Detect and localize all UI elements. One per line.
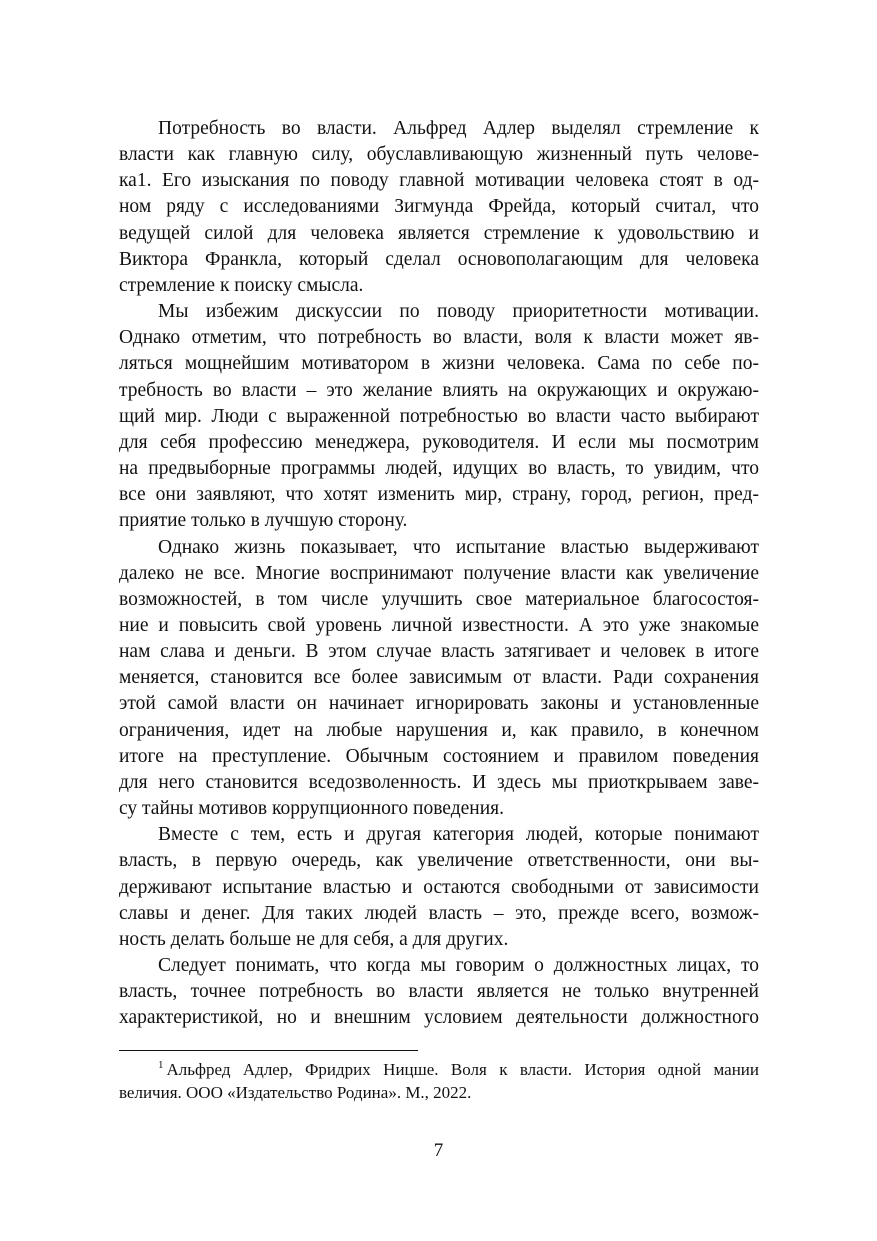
text-line: ляться мощнейшим мотиватором в жизни человека. Сама по себе по- [119,353,759,375]
text-line: все они заявляют, что хотят изменить мир, страну, город, регион, пред- [119,484,759,506]
text-line: Мы избежим дискуссии по поводу приоритетности мотивации. [158,301,759,323]
paragraph [119,953,759,1031]
text-line: ность делать больше не для себя, а для других. [119,928,509,950]
text-line: ние и повысить свой уровень личной известности. А это уже знакомые [119,614,759,636]
text-line: славы и денег. Для таких людей власть – это, прежде всего, возмож- [119,902,759,924]
footnote-text: Альфред Адлер, Фридрих Ницше. Воля к власти. История одной мании [166,1060,759,1079]
text-line: ном ряду с исследованиями Зигмунда Фрейда, который считал, что [119,196,759,218]
text-line: возможностей, в том числе улучшить свое материальное благосостоя- [119,588,759,610]
text-line: на предвыборные программы людей, идущих во власть, то увидим, что [119,458,759,480]
text-line: меняется, становится все более зависимым от власти. Ради сохранения [119,667,759,689]
text-line: далеко не все. Многие воспринимают получение власти как увеличение [119,562,759,584]
footnote-line: величия. ООО «Издательство Родина». М., 2022. [119,1083,472,1102]
text-line: этой самой власти он начинает игнорировать законы и установленные [119,693,759,715]
text-line: характеристикой, но и внешним условием деятельности должностного [119,1007,759,1029]
text-line: приятие только в лучшую сторону. [119,510,408,532]
text-line: Следует понимать, что когда мы говорим о должностных лицах, то [158,955,759,976]
text-line: су тайны мотивов коррупционного поведения. [119,798,504,820]
paragraph [119,116,759,299]
text-line: итоге на преступление. Обычным состоянием и правилом поведения [119,745,759,767]
paragraph [119,822,759,953]
text-line: ограничения, идет на любые нарушения и, как правило, в конечном [119,719,759,741]
text-line: ка1. Его изыскания по поводу главной мотивации человека стоят в од- [119,170,759,192]
text-line: для него становится вседозволенность. И здесь мы приоткрываем заве- [119,771,759,793]
text-line: держивают испытание властью и остаются свободными от зависимости [119,876,759,898]
text-line: стремление к поиску смысла. [119,274,364,296]
text-line: Однако отметим, что потребность во власти, воля к власти может яв- [119,327,759,349]
text-line: для себя профессию менеджера, руководителя. И если мы посмотрим [119,431,759,453]
footnote-separator [119,1050,418,1051]
text-line: власть, точнее потребность во власти является не только внутренней [119,981,759,1003]
footnote [119,1058,759,1104]
text-line: ведущей силой для человека является стремление к удовольствию и [119,222,759,244]
paragraph [119,535,759,823]
footnote-line [119,1058,759,1081]
paragraph [119,299,759,534]
text-line: власть, в первую очередь, как увеличение ответственности, они вы- [119,850,759,872]
page-number: 7 [433,1140,444,1161]
footnote-marker: 1 [158,1059,164,1072]
text-line: нам слава и деньги. В этом случае власть затягивает и человек в итоге [119,641,759,663]
text-line: Виктора Франкла, который сделал основополагающим для человека [119,248,759,270]
text-line: Потребность во власти. Альфред Адлер выделял стремление к [158,118,759,139]
text-line: щий мир. Люди с выраженной потребностью во власти часто выбирают [119,405,759,427]
text-line: Вместе с тем, есть и другая категория людей, которые понимают [158,824,759,846]
text-line: требность во власти – это желание влиять на окружающих и окружаю- [119,379,759,401]
text-line: Однако жизнь показывает, что испытание властью выдерживают [158,536,759,558]
main-text [119,116,759,1031]
text-line: власти как главную силу, обуславливающую жизненный путь челове- [119,144,759,166]
